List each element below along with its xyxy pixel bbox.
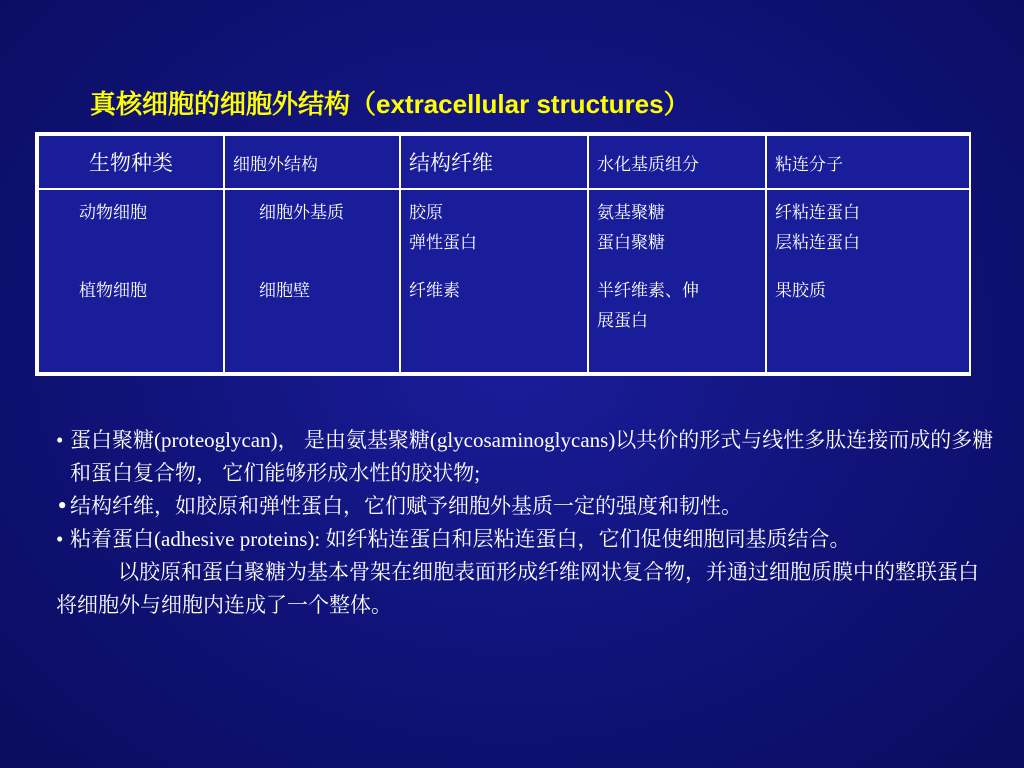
fibers-cell — [400, 189, 588, 373]
spacer — [259, 258, 391, 276]
bullet-text: 粘着蛋白(adhesive proteins): 如纤粘连蛋白和层粘连蛋白，它们促使细胞同基质结合。 — [70, 527, 851, 551]
species-cell — [38, 189, 224, 373]
species-animal: 动物细胞 — [79, 203, 147, 223]
bullet-item-proteoglycan — [56, 424, 996, 490]
notes-section — [56, 424, 996, 622]
spacer — [259, 228, 391, 258]
adhesion-plant-1: 果胶质 — [775, 281, 826, 301]
structure-animal: 细胞外基质 — [259, 203, 344, 223]
header-adhesion-molecules: 粘连分子 — [766, 135, 970, 189]
bullet-item-adhesive-proteins — [56, 523, 996, 556]
summary-paragraph: 以胶原和蛋白聚糖为基本骨架在细胞表面形成纤维网状复合物，并通过细胞质膜中的整联蛋白将细胞外与细胞内连成了一个整体。 — [56, 560, 979, 617]
table-header-row — [38, 135, 970, 189]
fiber-plant-1: 纤维素 — [409, 281, 460, 301]
slide-title-close: ） — [663, 90, 690, 120]
spacer — [39, 258, 187, 276]
slide-title-en: extracellular structures — [376, 89, 664, 119]
bullet-text: 蛋白聚糖(proteoglycan)， 是由氨基聚糖(glycosaminoglycans)以共价的形式与线性多肽连接而成的多糖和蛋白复合物， 它们能够形成水性的胶状物; — [70, 428, 994, 485]
bullet-dot-icon: • — [56, 494, 69, 518]
header-species: 生物种类 — [38, 135, 224, 189]
structure-plant: 细胞壁 — [259, 281, 310, 301]
spacer — [409, 258, 579, 276]
bullet-dot-icon: • — [56, 428, 64, 452]
structure-table-frame — [35, 132, 971, 376]
matrix-plant-1: 半纤维素、伸 — [597, 281, 699, 301]
spacer — [39, 228, 187, 258]
header-hydrated-matrix: 水化基质组分 — [588, 135, 766, 189]
bullet-dot-icon: • — [56, 527, 64, 551]
header-extracellular-structure: 细胞外结构 — [224, 135, 400, 189]
structure-table — [37, 134, 971, 374]
spacer — [597, 258, 757, 276]
table-body-row — [38, 189, 970, 373]
matrix-animal-2: 蛋白聚糖 — [597, 233, 665, 253]
matrix-animal-1: 氨基聚糖 — [597, 203, 665, 223]
adhesion-cell — [766, 189, 970, 373]
slide-title — [90, 84, 970, 121]
structure-cell — [224, 189, 400, 373]
fiber-animal-1: 胶原 — [409, 203, 443, 223]
matrix-cell — [588, 189, 766, 373]
adhesion-animal-1: 纤粘连蛋白 — [775, 203, 860, 223]
bullet-item-structural-fibers — [56, 490, 996, 523]
adhesion-animal-2: 层粘连蛋白 — [775, 233, 860, 253]
spacer — [775, 258, 961, 276]
matrix-plant-2: 展蛋白 — [597, 311, 648, 331]
slide-title-cn: 真核细胞的细胞外结构（ — [90, 90, 377, 120]
species-plant: 植物细胞 — [79, 281, 147, 301]
bullet-text: 结构纤维，如胶原和弹性蛋白，它们赋予细胞外基质一定的强度和韧性。 — [70, 494, 742, 518]
header-structural-fibers: 结构纤维 — [400, 135, 588, 189]
fiber-animal-2: 弹性蛋白 — [409, 233, 477, 253]
